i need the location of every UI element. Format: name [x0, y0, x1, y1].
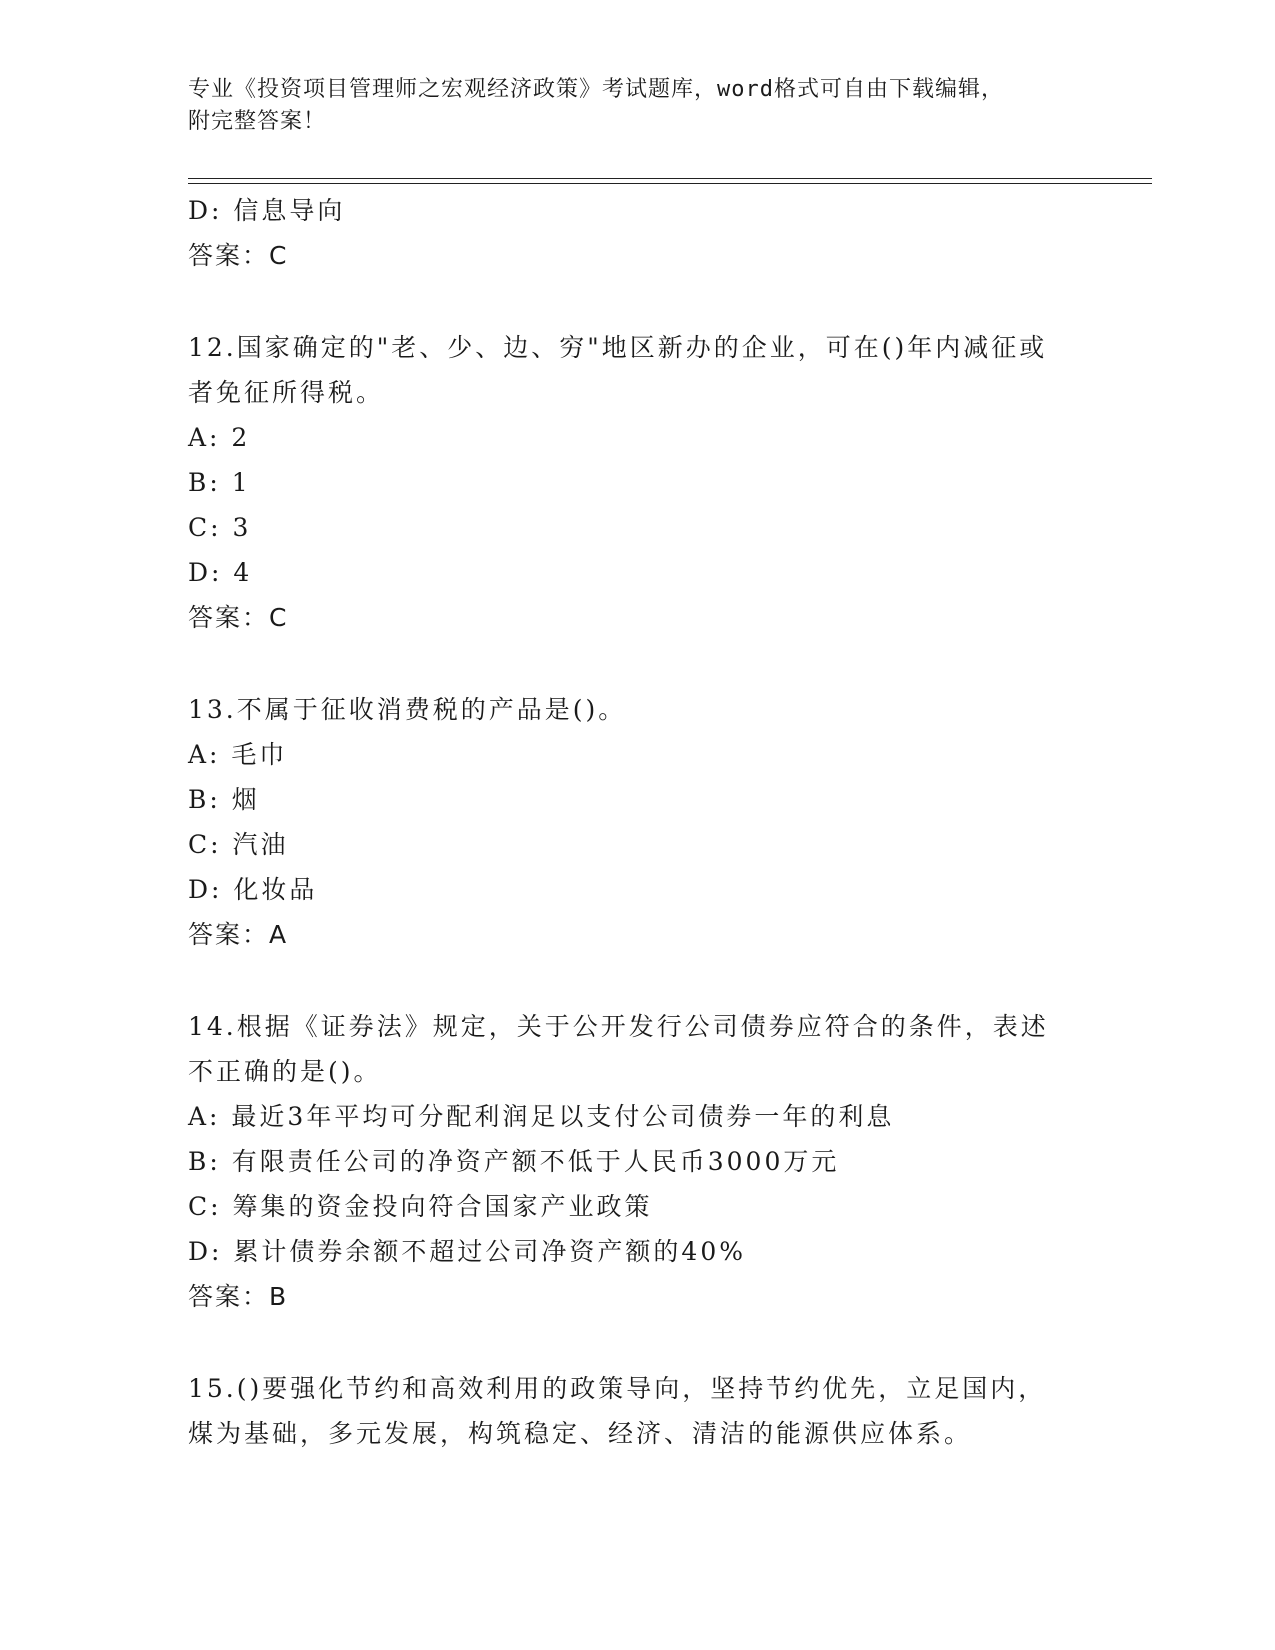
- question-list: [188, 188, 1088, 1456]
- option-d: D: 化妆品: [188, 875, 318, 904]
- option-c: C: 筹集的资金投向符合国家产业政策: [188, 1192, 653, 1221]
- question-14: [188, 1004, 1088, 1319]
- question-text-line: 煤为基础，多元发展，构筑稳定、经济、清洁的能源供应体系。: [188, 1419, 973, 1448]
- question-text-line: 不正确的是()。: [188, 1057, 382, 1086]
- option-d: D: 信息导向: [188, 196, 346, 225]
- header-divider-bottom: [188, 183, 1152, 184]
- question-13: [188, 687, 1088, 957]
- answer-line: 答案：B: [188, 1282, 289, 1311]
- header-line-1: 专业《投资项目管理师之宏观经济政策》考试题库，word格式可自由下载编辑，: [188, 77, 1004, 102]
- option-b: B: 有限责任公司的净资产额不低于人民币3000万元: [188, 1147, 840, 1176]
- option-c: C: 3: [188, 513, 252, 542]
- option-d: D: 4: [188, 558, 253, 587]
- option-d: D: 累计债券余额不超过公司净资产额的40%: [188, 1237, 746, 1266]
- header-line-2: 附完整答案！: [188, 109, 327, 134]
- document-header: [188, 74, 1068, 138]
- question-text-line: 14.根据《证券法》规定，关于公开发行公司债券应符合的条件，表述: [188, 1012, 1049, 1041]
- question-text-line: 12.国家确定的"老、少、边、穷"地区新办的企业，可在()年内减征或: [188, 333, 1048, 362]
- option-a: A: 2: [188, 423, 251, 452]
- question-text-line: 15.()要强化节约和高效利用的政策导向，坚持节约优先，立足国内，: [188, 1374, 1047, 1403]
- option-a: A: 毛巾: [188, 740, 288, 769]
- question-text-line: 13.不属于征收消费税的产品是()。: [188, 695, 627, 724]
- option-b: B: 1: [188, 468, 251, 497]
- question-15: [188, 1366, 1088, 1456]
- answer-line: 答案：C: [188, 241, 289, 270]
- answer-line: 答案：C: [188, 603, 289, 632]
- answer-line: 答案：A: [188, 920, 289, 949]
- option-c: C: 汽油: [188, 830, 289, 859]
- question-text-line: 者免征所得税。: [188, 378, 385, 407]
- question-12: [188, 325, 1088, 640]
- option-b: B: 烟: [188, 785, 260, 814]
- header-divider-top: [188, 178, 1152, 179]
- option-a: A: 最近3年平均可分配利润足以支付公司债券一年的利息: [188, 1102, 895, 1131]
